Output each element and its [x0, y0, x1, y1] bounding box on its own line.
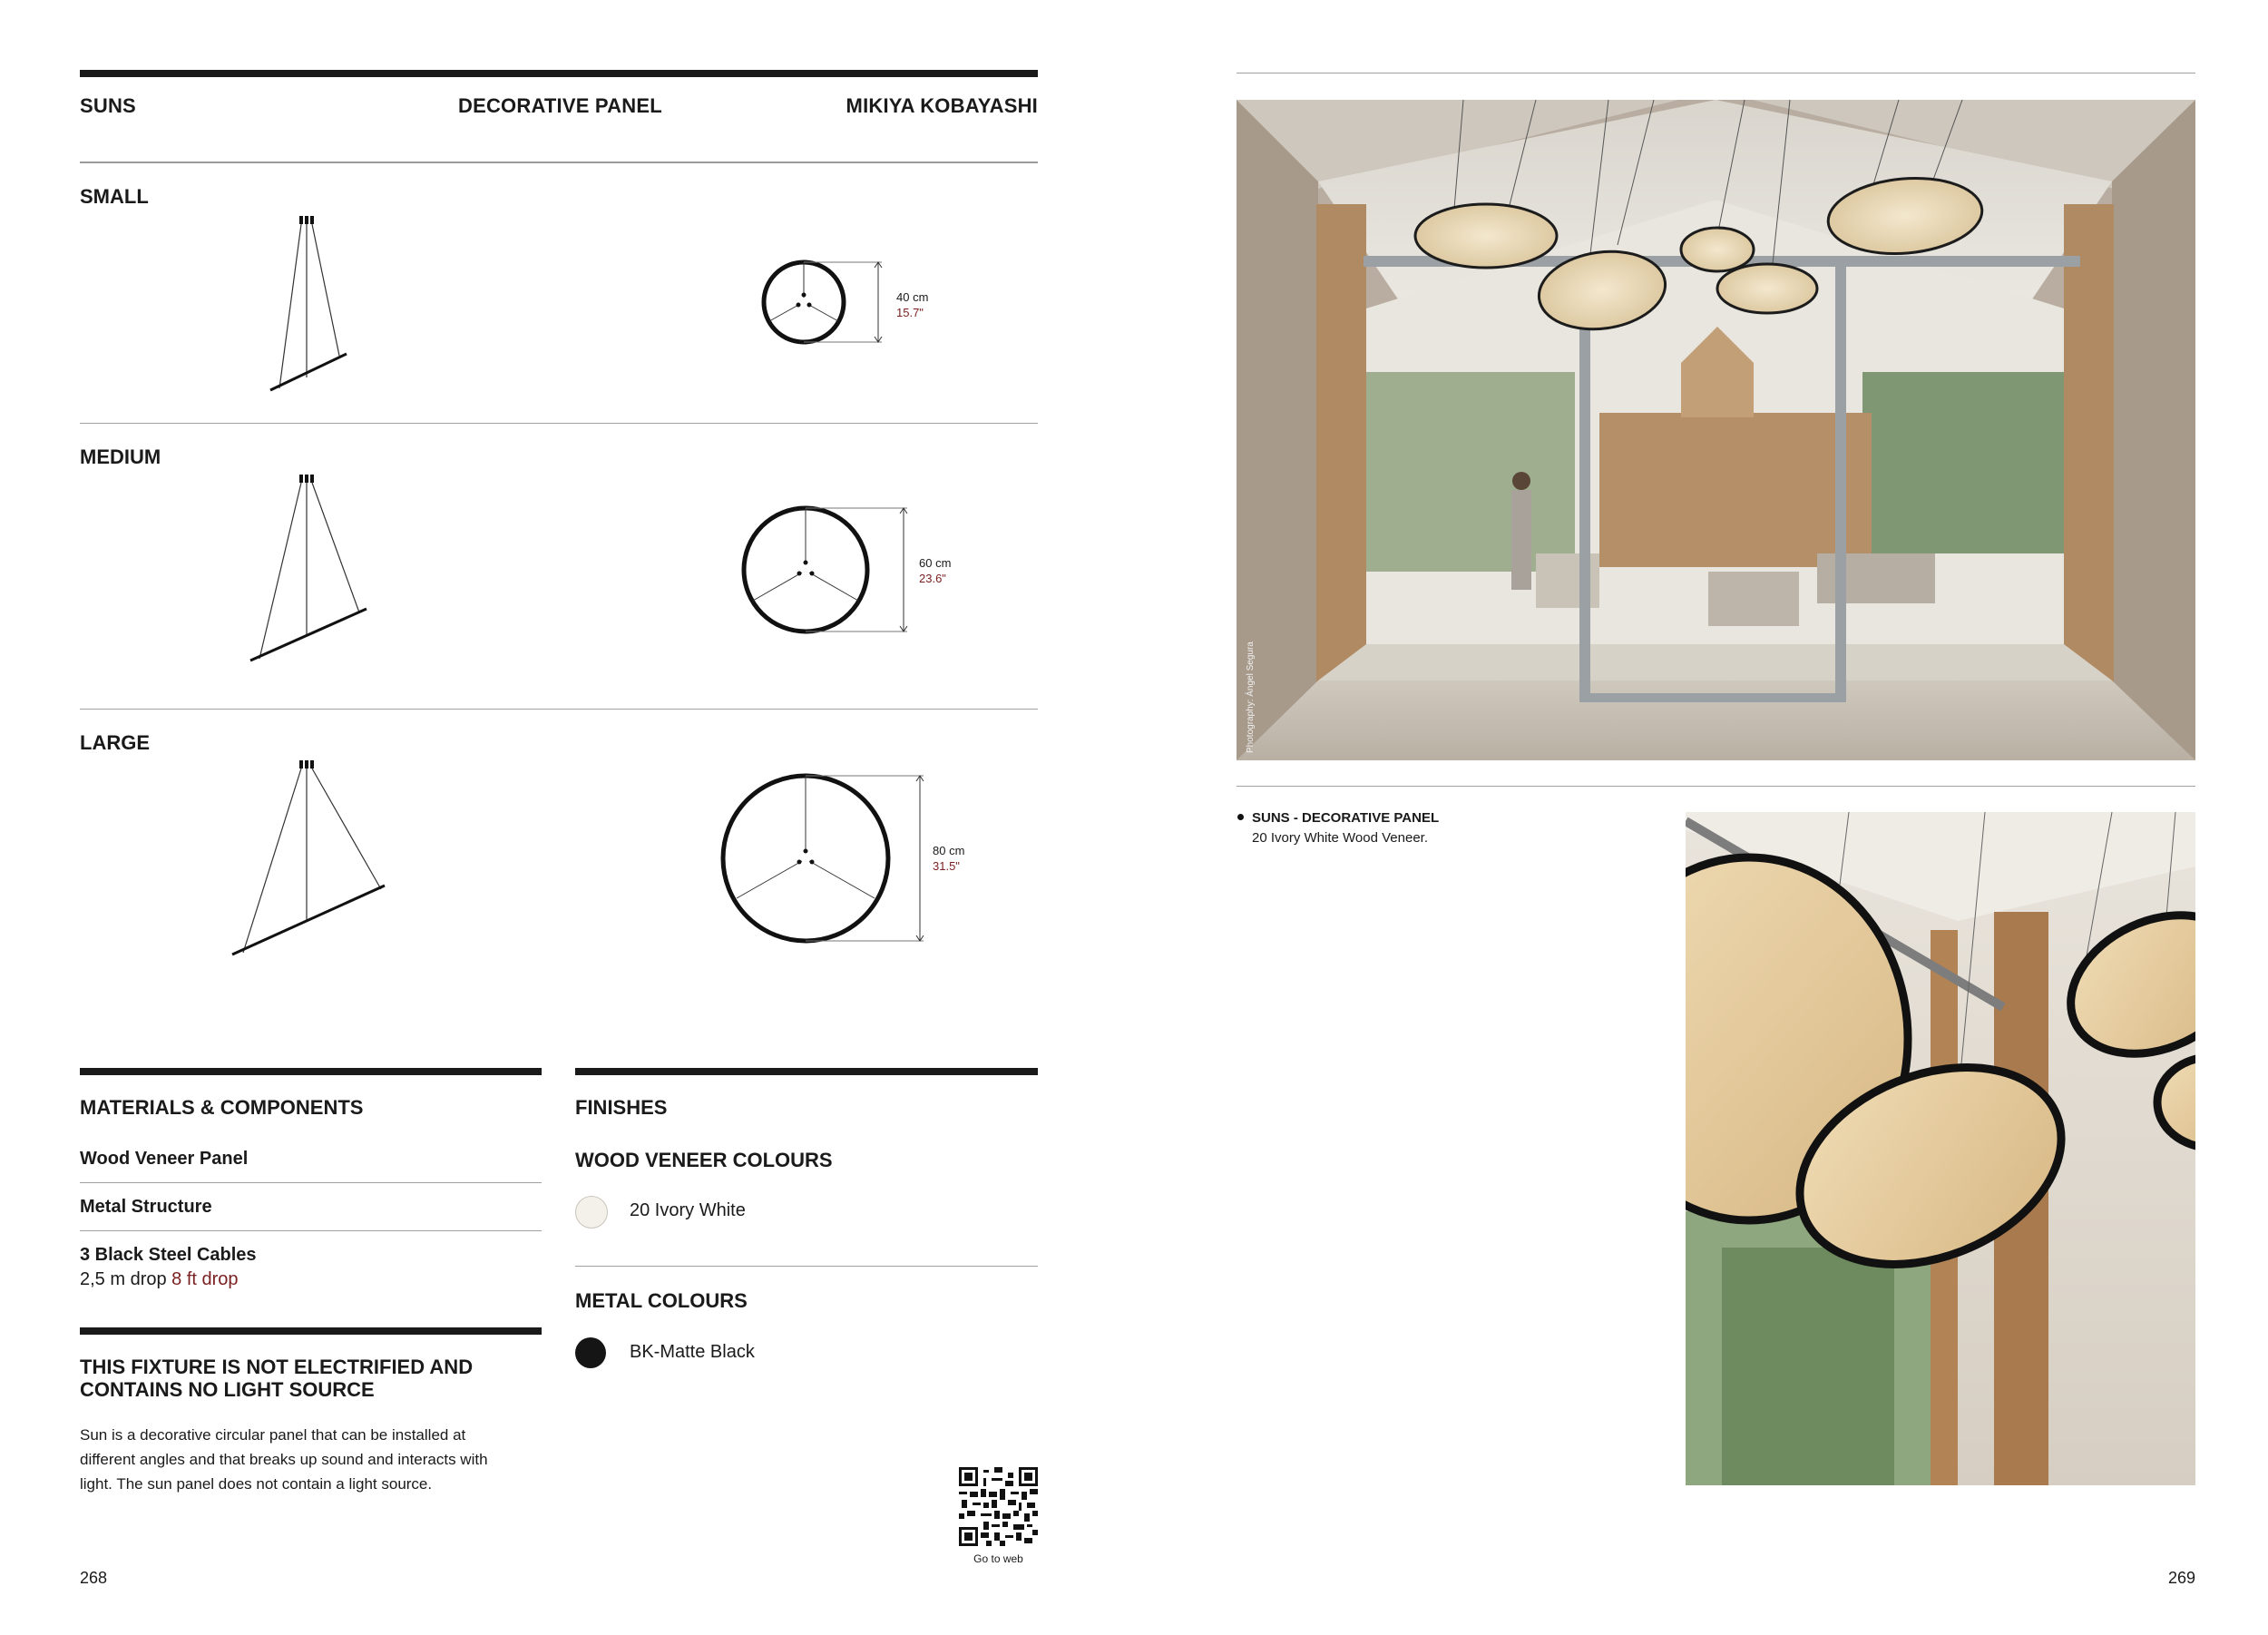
finishes-divider [575, 1266, 1038, 1267]
page-number-left: 268 [80, 1569, 108, 1587]
dim-large-metric: 80 cm [933, 844, 965, 857]
finishes-title: FINISHES [575, 1096, 668, 1119]
large-side-drawing [218, 753, 399, 962]
right-middle-rule [1237, 786, 2195, 787]
caption-text: 20 Ivory White Wood Veneer. [1252, 830, 1428, 846]
metal-colour-option: BK-Matte Black [630, 1342, 755, 1362]
dim-medium [919, 555, 951, 586]
photo-credit: Photography: Ángel Segura [1246, 641, 1256, 753]
size-label-small: SMALL [80, 185, 149, 208]
finishes-top-rule [575, 1068, 1038, 1075]
qr-code[interactable] [959, 1467, 1038, 1546]
metal-colours-title: METAL COLOURS [575, 1289, 748, 1312]
cable-drop-metric: 2,5 m drop [80, 1269, 167, 1289]
dim-large-imperial: 31.5" [933, 859, 960, 873]
page-number-right: 269 [2167, 1569, 2195, 1587]
detail-photo-art [1686, 812, 2195, 1485]
caption-bullet [1237, 814, 1244, 820]
notice-title-line2: CONTAINS NO LIGHT SOURCE [80, 1378, 375, 1401]
interior-photo [1237, 100, 2195, 760]
size-label-large: LARGE [80, 731, 150, 754]
qr-caption[interactable]: Go to web [973, 1552, 1023, 1565]
header-top-rule [80, 70, 1038, 77]
product-type: DECORATIVE PANEL [458, 94, 662, 117]
notice-body-line3: light. The sun panel does not contain a light source. [80, 1475, 433, 1493]
material-item-panel: Wood Veneer Panel [80, 1149, 249, 1169]
materials-top-rule [80, 1068, 542, 1075]
materials-title: MATERIALS & COMPONENTS [80, 1096, 364, 1119]
material-item-structure: Metal Structure [80, 1197, 212, 1217]
notice-body-line1: Sun is a decorative circular panel that can be installed at [80, 1426, 466, 1444]
designer-name: MIKIYA KOBAYASHI [846, 94, 1038, 117]
divider-medium [80, 709, 1038, 710]
notice-title-line1: THIS FIXTURE IS NOT ELECTRIFIED AND [80, 1356, 474, 1378]
cable-drop [80, 1269, 239, 1290]
wood-colours-title: WOOD VENEER COLOURS [575, 1149, 833, 1171]
header-bottom-rule [80, 162, 1038, 163]
notice-body-line2: different angles and that breaks up sound and interacts with [80, 1451, 488, 1468]
dim-small [896, 289, 928, 320]
interior-photo-art [1237, 100, 2195, 760]
divider-small [80, 423, 1038, 424]
product-name: SUNS [80, 94, 136, 117]
notice-top-rule [80, 1327, 542, 1335]
small-side-drawing [254, 209, 363, 399]
size-label-medium: MEDIUM [80, 445, 161, 468]
ivory-swatch [575, 1196, 608, 1229]
dim-large [933, 843, 964, 874]
dim-small-imperial: 15.7" [896, 306, 924, 319]
notice-body [80, 1423, 488, 1496]
caption-title: SUNS - DECORATIVE PANEL [1252, 810, 1440, 826]
materials-divider-2 [80, 1230, 542, 1231]
dim-medium-metric: 60 cm [919, 556, 952, 570]
small-front-drawing [753, 254, 962, 354]
wood-colour-option: 20 Ivory White [630, 1200, 746, 1220]
dim-medium-imperial: 23.6" [919, 572, 946, 585]
notice-title [80, 1356, 473, 1401]
dim-small-metric: 40 cm [896, 290, 929, 304]
material-item-cables: 3 Black Steel Cables [80, 1245, 257, 1265]
materials-divider-1 [80, 1182, 542, 1183]
medium-side-drawing [236, 467, 381, 667]
cable-drop-imperial: 8 ft drop [171, 1269, 239, 1289]
black-swatch [575, 1337, 606, 1368]
detail-photo [1686, 812, 2195, 1485]
